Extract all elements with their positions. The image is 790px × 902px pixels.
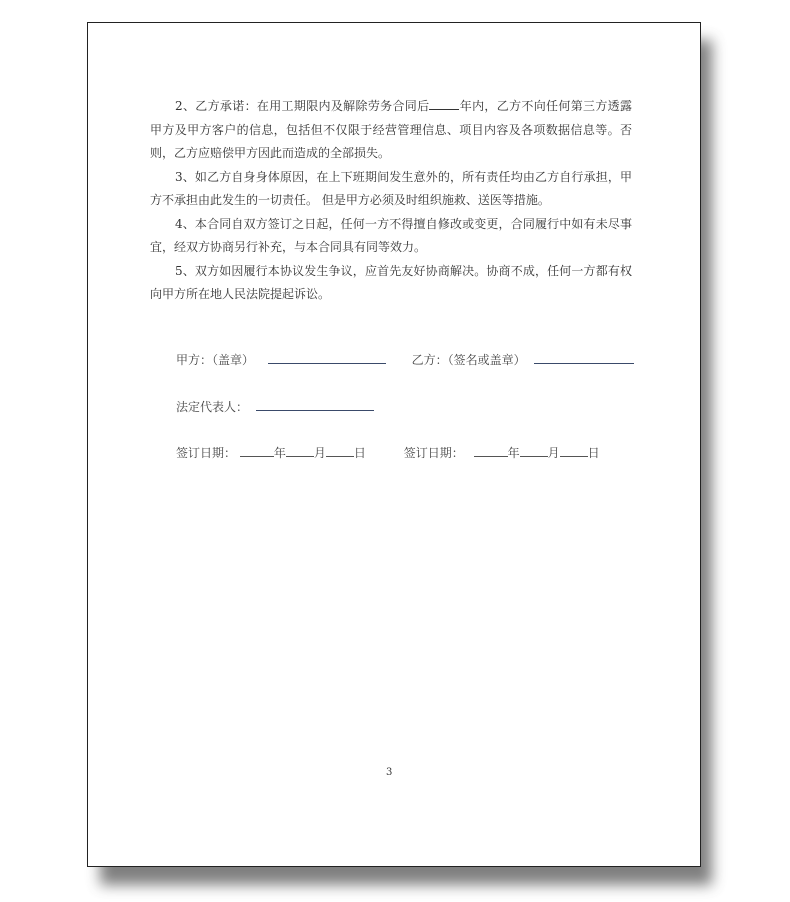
day-label: 日 — [587, 446, 600, 460]
date-b-year-blank[interactable] — [474, 446, 508, 457]
clause-2 — [150, 95, 632, 166]
date-b-day-blank[interactable] — [560, 446, 588, 457]
month-label: 月 — [547, 446, 560, 460]
year-label: 年 — [273, 446, 286, 460]
clause-2-text-cont: 年内，乙方不向任何第三方透露甲方及甲方客户的信息，包括但不仅限于经营管理信息、项目内容及各项数据信息等。否则，乙方应赔偿甲方因此而造成的全部损失。 — [150, 99, 632, 160]
signature-row-dates — [176, 444, 600, 461]
legal-rep-signature-line[interactable] — [256, 400, 374, 411]
date-a-month-blank[interactable] — [286, 446, 314, 457]
year-label: 年 — [507, 446, 520, 460]
date-a-year-blank[interactable] — [240, 446, 274, 457]
party-a-signature-line[interactable] — [268, 353, 386, 364]
clause-4: 4、本合同自双方签订之日起，任何一方不得擅自修改或变更，合同履行中如有未尽事宜，经双方协商另行补充，与本合同具有同等效力。 — [150, 216, 632, 254]
document-page — [87, 22, 701, 867]
date-label-b: 签订日期： — [403, 446, 464, 460]
clause-5: 5、双方如因履行本协议发生争议，应首先友好协商解决。协商不成，任何一方都有权向甲方所在地人民法院提起诉讼。 — [150, 263, 632, 301]
clause-2-text: 2、乙方承诺：在用工期限内及解除劳务合同后 — [175, 99, 430, 113]
signature-row-parties — [176, 351, 634, 368]
month-label: 月 — [313, 446, 326, 460]
contract-clauses — [150, 95, 632, 307]
party-a-label: 甲方：（盖章） — [176, 353, 255, 367]
day-label: 日 — [353, 446, 366, 460]
page-number: 3 — [386, 767, 393, 778]
date-label-a: 签订日期： — [176, 446, 237, 460]
legal-rep-label: 法定代表人： — [176, 400, 249, 414]
clause-3: 3、如乙方自身身体原因，在上下班期间发生意外的，所有责任均由乙方自行承担，甲方不承担由此发生的一切责任。 但是甲方必须及时组织施救、送医等措施。 — [150, 169, 632, 207]
years-blank[interactable] — [429, 97, 459, 110]
date-a-day-blank[interactable] — [326, 446, 354, 457]
party-b-label: 乙方：（签名或盖章） — [411, 353, 526, 367]
signature-row-legal-rep — [176, 398, 374, 415]
date-b-month-blank[interactable] — [520, 446, 548, 457]
party-b-signature-line[interactable] — [534, 353, 634, 364]
